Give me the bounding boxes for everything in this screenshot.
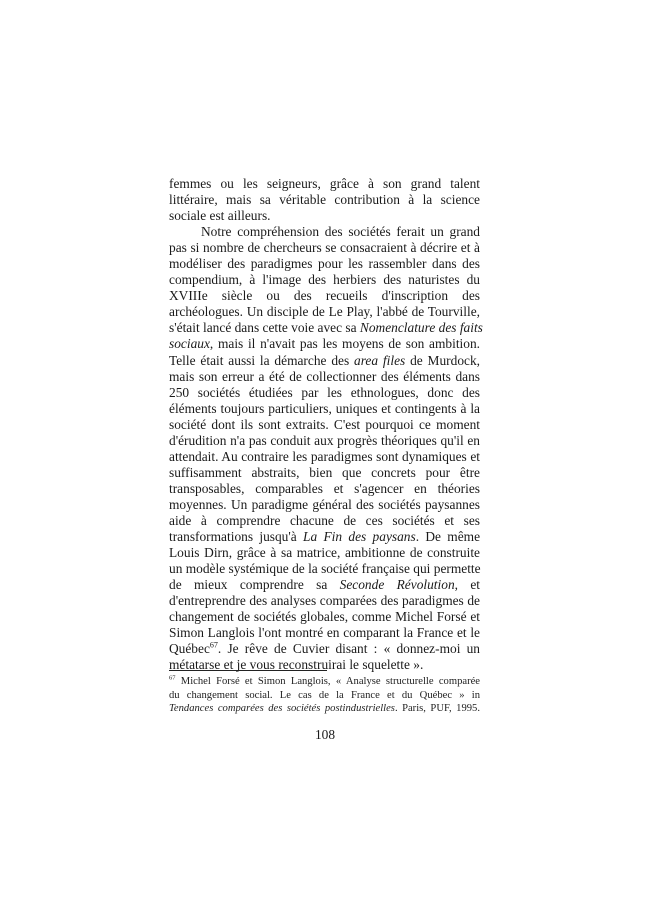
- italic-title: Seconde Révolution: [339, 577, 455, 593]
- body-line: pas si nombre de chercheurs se consacraient à décrire et à: [169, 240, 480, 256]
- footnote-title: Tendances comparées des sociétés postindustrielles: [169, 703, 395, 715]
- body-line: XVIIIe siècle ou des recueils d'inscription des: [169, 288, 480, 304]
- italic-title: La Fin des paysans: [303, 529, 416, 545]
- body-line: moyennes. Un paradigme général des sociétés paysannes: [169, 496, 480, 512]
- body-line: d'érudition n'a pas conduit aux progrès théoriques qu'il en: [169, 432, 480, 448]
- footnote-line-2: du changement social. Le cas de la France et du Québec » in: [169, 689, 480, 701]
- body-line: transposables, comparables et s'agencer en théories: [169, 480, 480, 496]
- body-line: d'entreprendre des analyses comparées des paradigmes de: [169, 593, 480, 609]
- italic-title: area files: [354, 352, 406, 368]
- body-line: société dont ils sont extraits. C'est pourquoi ce moment: [169, 416, 480, 432]
- body-line: sociale est ailleurs.: [169, 208, 271, 224]
- body-line: un modèle systémique de la société française qui permette: [169, 561, 481, 577]
- page-body: [169, 176, 483, 673]
- footnote-reference: 67: [209, 640, 218, 650]
- footnote: [169, 675, 480, 716]
- body-line: 250 sociétés étudiées par les ethnologues, donc des: [169, 384, 480, 400]
- body-line: s'était lancé dans cette voie avec sa Nomenclature des faits: [169, 320, 483, 336]
- italic-title: Nomenclature des faits: [359, 320, 483, 336]
- body-line: Notre compréhension des sociétés ferait un grand: [201, 224, 480, 240]
- body-text: [169, 176, 483, 673]
- body-line: modéliser des paradigmes pour les rassembler dans des: [169, 256, 480, 272]
- body-line: sociaux, mais il n'avait pas les moyens de son ambition.: [169, 336, 480, 352]
- body-line: éléments toujours particuliers, uniques et contingents à la: [169, 400, 480, 416]
- body-line: femmes ou les seigneurs, grâce à son grand talent: [169, 176, 480, 191]
- body-line: Louis Dirn, grâce à sa matrice, ambitionne de construite: [169, 545, 480, 561]
- footnote-number: 67: [169, 674, 176, 682]
- body-line: aide à comprendre chacune de ces sociétés et ses: [169, 512, 480, 528]
- body-line: compendium, à l'image des herbiers des naturistes du: [169, 272, 480, 288]
- body-line: suffisamment abstraits, bien que concrets pour être: [169, 464, 480, 480]
- body-line: mais son erreur a été de collectionner des éléments dans: [169, 368, 480, 384]
- footnote-line-1: $^{67}$ Michel Forsé et Simon Langlois, « Analyse structurelle comparée: [169, 674, 480, 687]
- footnote-line-3: Tendances comparées des sociétés postindustrielles. Paris, PUF, 1995.: [169, 703, 480, 715]
- footnote-separator: [169, 670, 327, 671]
- body-line: Simon Langlois l'ont montré en comparant la France et le: [169, 625, 480, 641]
- body-line: transformations jusqu'à La Fin des paysans. De même: [169, 529, 481, 545]
- body-line: archéologues. Un disciple de Le Play, l'abbé de Tourville,: [169, 304, 480, 320]
- body-line: changement de sociétés globales, comme Michel Forsé et: [169, 609, 480, 625]
- body-line: métatarse et je vous reconstruirai le squelette ».: [169, 657, 424, 673]
- body-line: littéraire, mais sa véritable contribution à la science: [169, 192, 480, 208]
- page-number: 108: [314, 727, 336, 742]
- body-line: Québec$^{67}$. Je rêve de Cuvier disant : « donnez-moi un: [169, 640, 480, 657]
- body-line: attendait. Au contraire les paradigmes sont dynamiques et: [169, 448, 480, 464]
- italic-title: sociaux: [169, 336, 210, 352]
- body-line: de mieux comprendre sa Seconde Révolution, et: [169, 577, 481, 593]
- body-line: Telle était aussi la démarche des area files de Murdock,: [169, 352, 480, 368]
